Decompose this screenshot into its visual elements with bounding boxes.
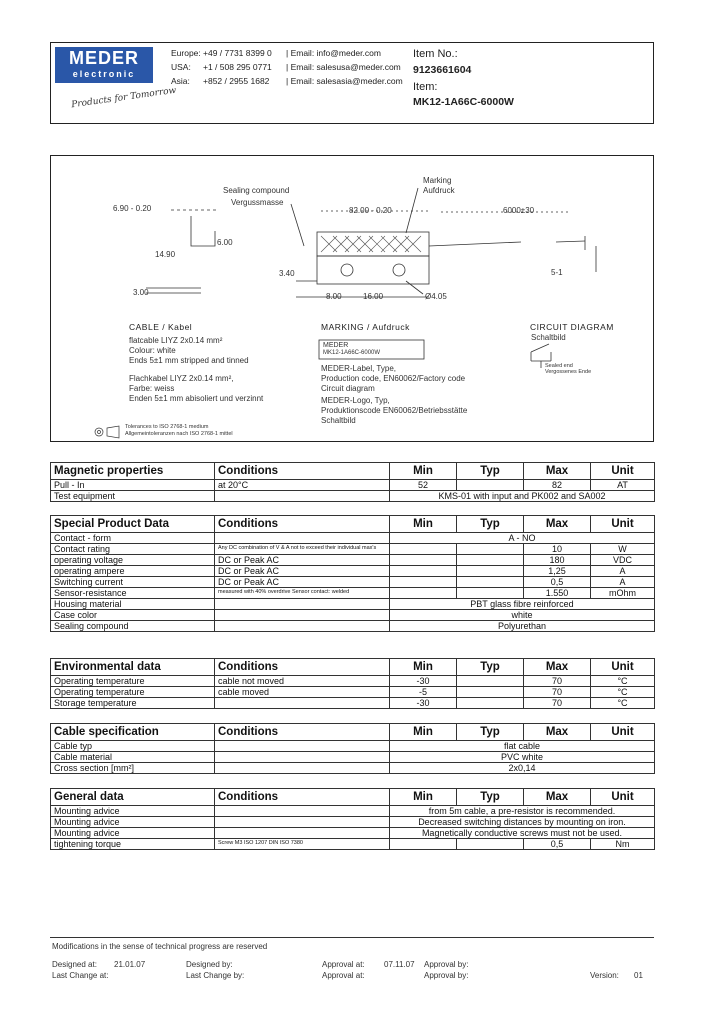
- row-min: [390, 588, 457, 599]
- row-name: Pull - In: [51, 480, 215, 491]
- row-conditions: cable moved: [215, 687, 390, 698]
- row-typ: [457, 544, 524, 555]
- header-conditions: Conditions: [215, 724, 390, 741]
- cable-line: flatcable LIYZ 2x0.14 mm²: [129, 336, 223, 345]
- table-row: [51, 676, 655, 687]
- header-min: Min: [390, 463, 457, 480]
- approval-by2-label: Approval by:: [424, 971, 469, 980]
- footer-divider: [50, 937, 654, 938]
- contact-email[interactable]: | Email: info@meder.com: [286, 48, 381, 58]
- row-conditions: [215, 763, 390, 774]
- row-unit: AT: [591, 480, 655, 491]
- row-min: -5: [390, 687, 457, 698]
- logo-line2: electronic: [72, 69, 136, 79]
- row-max: 70: [524, 687, 591, 698]
- row-conditions: [215, 752, 390, 763]
- contact-emails: [286, 46, 403, 88]
- header-max: Max: [524, 463, 591, 480]
- marking-box-line1: MEDER: [323, 342, 349, 349]
- row-unit: VDC: [591, 555, 655, 566]
- row-unit: A: [591, 577, 655, 588]
- row-value: 2x0,14: [390, 763, 655, 774]
- row-min: -30: [390, 698, 457, 709]
- row-conditions: [215, 599, 390, 610]
- header-min: Min: [390, 724, 457, 741]
- tolerance-note1: Tolerances to ISO 2768-1 medium: [125, 424, 209, 430]
- row-min: [390, 839, 457, 850]
- table-row: [51, 533, 655, 544]
- circuit-note2: Vergossenes Ende: [545, 369, 592, 375]
- header-conditions: Conditions: [215, 463, 390, 480]
- dim-6-90: 6.90 - 0.20: [113, 204, 152, 213]
- row-value: Polyurethan: [390, 621, 655, 632]
- header-max: Max: [524, 516, 591, 533]
- cable-title: CABLE / Kabel: [129, 322, 193, 332]
- row-unit: A: [591, 566, 655, 577]
- row-max: 70: [524, 698, 591, 709]
- row-max: 180: [524, 555, 591, 566]
- table-row: [51, 588, 655, 599]
- row-name: Operating temperature: [51, 687, 215, 698]
- contact-phones: [203, 46, 272, 88]
- contact-region: Europe:: [171, 48, 201, 58]
- row-conditions: [215, 491, 390, 502]
- row-name: Cable typ: [51, 741, 215, 752]
- table-row: [51, 577, 655, 588]
- table-row: [51, 806, 655, 817]
- row-name: Storage temperature: [51, 698, 215, 709]
- designed-at-value: 21.01.07: [114, 960, 146, 969]
- row-min: [390, 577, 457, 588]
- row-unit: °C: [591, 698, 655, 709]
- table-row: [51, 687, 655, 698]
- header-min: Min: [390, 516, 457, 533]
- row-unit: °C: [591, 687, 655, 698]
- meder-logo: [55, 47, 153, 83]
- row-unit: W: [591, 544, 655, 555]
- row-conditions: DC or Peak AC: [215, 577, 390, 588]
- header-typ: Typ: [457, 659, 524, 676]
- table-title: Environmental data: [51, 659, 215, 676]
- dim-82-00: 82.00 - 0.20: [349, 206, 392, 215]
- spec-table: [50, 462, 655, 502]
- row-name: Sealing compound: [51, 621, 215, 632]
- dim-3-40: 3.40: [279, 269, 295, 278]
- spec-table: [50, 723, 655, 774]
- contact-region: Asia:: [171, 76, 190, 86]
- kabel-line: Farbe: weiss: [129, 384, 175, 393]
- contact-email[interactable]: | Email: salesusa@meder.com: [286, 62, 401, 72]
- row-typ: [457, 480, 524, 491]
- document-header: [50, 42, 654, 124]
- row-conditions: measured with 40% overdrive Sensor contact: welded: [215, 588, 390, 599]
- marking-label-de: Aufdruck: [423, 186, 455, 195]
- row-value: flat cable: [390, 741, 655, 752]
- row-max: 1.550: [524, 588, 591, 599]
- contact-region: USA:: [171, 62, 191, 72]
- row-max: 10: [524, 544, 591, 555]
- modification-note: Modifications in the sense of technical progress are reserved: [52, 942, 268, 951]
- table-title: Special Product Data: [51, 516, 215, 533]
- row-typ: [457, 687, 524, 698]
- contact-phone: +852 / 2955 1682: [203, 76, 270, 86]
- row-conditions: Screw M3 ISO 1207 DIN ISO 7380: [215, 839, 390, 850]
- spec-table: [50, 658, 655, 709]
- row-name: Cable material: [51, 752, 215, 763]
- row-name: Housing material: [51, 599, 215, 610]
- item-label: Item:: [413, 81, 438, 93]
- header-unit: Unit: [591, 659, 655, 676]
- last-change-at-label: Last Change at:: [52, 971, 109, 980]
- header-max: Max: [524, 724, 591, 741]
- marking-line: MEDER-Label, Type,: [321, 364, 396, 373]
- row-max: 82: [524, 480, 591, 491]
- row-name: Case color: [51, 610, 215, 621]
- version-label: Version:: [590, 971, 619, 980]
- header-conditions: Conditions: [215, 659, 390, 676]
- table-title: Magnetic properties: [51, 463, 215, 480]
- contact-regions: [171, 46, 201, 88]
- row-min: -30: [390, 676, 457, 687]
- cable-line: Ends 5±1 mm stripped and tinned: [129, 356, 249, 365]
- sealing-label-de: Vergussmasse: [231, 198, 284, 207]
- row-name: Cross section [mm²]: [51, 763, 215, 774]
- dim-diameter-4-05: Ø4.05: [425, 292, 447, 301]
- row-name: Sensor-resistance: [51, 588, 215, 599]
- row-min: [390, 555, 457, 566]
- header-unit: Unit: [591, 463, 655, 480]
- kabel-info: [129, 374, 263, 404]
- tolerance-note2: Allgemeintoleranzen nach ISO 2768-1 mittel: [125, 431, 233, 437]
- table-row: [51, 491, 655, 502]
- row-typ: [457, 555, 524, 566]
- header-conditions: Conditions: [215, 789, 390, 806]
- last-change-by-label: Last Change by:: [186, 971, 245, 980]
- row-min: [390, 544, 457, 555]
- dim-3-00: 3.00: [133, 288, 149, 297]
- row-typ: [457, 676, 524, 687]
- row-name: operating ampere: [51, 566, 215, 577]
- row-typ: [457, 588, 524, 599]
- designed-at-label: Designed at:: [52, 960, 97, 969]
- item-no-value: 9123661604: [413, 64, 472, 76]
- item-value: MK12-1A66C-6000W: [413, 96, 514, 108]
- header-min: Min: [390, 789, 457, 806]
- row-typ: [457, 566, 524, 577]
- row-conditions: DC or Peak AC: [215, 566, 390, 577]
- table-row: [51, 610, 655, 621]
- designed-by-label: Designed by:: [186, 960, 233, 969]
- row-conditions: DC or Peak AC: [215, 555, 390, 566]
- cable-info: [129, 336, 249, 366]
- table-title: General data: [51, 789, 215, 806]
- row-name: Contact - form: [51, 533, 215, 544]
- row-name: Mounting advice: [51, 828, 215, 839]
- table-row: [51, 599, 655, 610]
- row-max: 0,5: [524, 577, 591, 588]
- row-value: from 5m cable, a pre-resistor is recommended.: [390, 806, 655, 817]
- header-min: Min: [390, 659, 457, 676]
- header-typ: Typ: [457, 789, 524, 806]
- row-unit: Nm: [591, 839, 655, 850]
- circuit-title: CIRCUIT DIAGRAM: [530, 322, 614, 332]
- row-min: 52: [390, 480, 457, 491]
- approval-by-label: Approval by:: [424, 960, 469, 969]
- approval-at-value: 07.11.07: [384, 960, 415, 969]
- contact-phone: +1 / 508 295 0771: [203, 62, 272, 72]
- table-title: Cable specification: [51, 724, 215, 741]
- table-row: [51, 763, 655, 774]
- row-value: Magnetically conductive screws must not be used.: [390, 828, 655, 839]
- marking-line: Circuit diagram: [321, 384, 375, 393]
- row-min: [390, 566, 457, 577]
- marking-line-de: Schaltbild: [321, 416, 356, 425]
- row-name: Test equipment: [51, 491, 215, 502]
- row-conditions: cable not moved: [215, 676, 390, 687]
- row-conditions: [215, 806, 390, 817]
- spec-table: [50, 515, 655, 632]
- row-conditions: [215, 817, 390, 828]
- item-no-label: Item No.:: [413, 48, 458, 60]
- row-name: Switching current: [51, 577, 215, 588]
- row-typ: [457, 839, 524, 850]
- header-unit: Unit: [591, 724, 655, 741]
- cable-line: Colour: white: [129, 346, 176, 355]
- row-name: tightening torque: [51, 839, 215, 850]
- dim-14-90: 14.90: [155, 250, 176, 259]
- dim-16-00: 16.00: [363, 292, 384, 301]
- header-max: Max: [524, 789, 591, 806]
- table-row: [51, 828, 655, 839]
- row-max: 70: [524, 676, 591, 687]
- kabel-line: Enden 5±1 mm abisoliert und verzinnt: [129, 394, 264, 403]
- row-conditions: [215, 533, 390, 544]
- table-row: [51, 544, 655, 555]
- marking-box-line2: MK12-1A66C-6000W: [323, 350, 381, 356]
- row-conditions: [215, 698, 390, 709]
- table-row: [51, 480, 655, 491]
- table-row: [51, 555, 655, 566]
- row-value: PVC white: [390, 752, 655, 763]
- marking-info: [321, 364, 465, 394]
- marking-label: Marking: [423, 176, 452, 185]
- table-row: [51, 752, 655, 763]
- table-row: [51, 817, 655, 828]
- header-typ: Typ: [457, 463, 524, 480]
- marking-line-de: MEDER-Logo, Typ,: [321, 396, 390, 405]
- row-max: 0,5: [524, 839, 591, 850]
- row-name: Mounting advice: [51, 806, 215, 817]
- row-typ: [457, 698, 524, 709]
- row-name: operating voltage: [51, 555, 215, 566]
- kabel-line: Flachkabel LIYZ 2x0.14 mm²,: [129, 374, 234, 383]
- row-conditions: [215, 828, 390, 839]
- version-value: 01: [634, 971, 643, 980]
- dim-8-00: 8.00: [326, 292, 342, 301]
- row-value: PBT glass fibre reinforced: [390, 599, 655, 610]
- dim-6000: 6000±30: [503, 206, 535, 215]
- table-row: [51, 741, 655, 752]
- technical-drawing: [50, 155, 654, 442]
- row-conditions: [215, 610, 390, 621]
- table-row: [51, 621, 655, 632]
- row-value: Decreased switching distances by mounting on iron.: [390, 817, 655, 828]
- row-value: white: [390, 610, 655, 621]
- row-typ: [457, 577, 524, 588]
- header-typ: Typ: [457, 516, 524, 533]
- spec-table: [50, 788, 655, 850]
- row-max: 1,25: [524, 566, 591, 577]
- circuit-subtitle: Schaltbild: [531, 333, 566, 342]
- contact-phone: +49 / 7731 8399 0: [203, 48, 272, 58]
- contact-email[interactable]: | Email: salesasia@meder.com: [286, 76, 403, 86]
- approval-at2-label: Approval at:: [322, 971, 365, 980]
- header-unit: Unit: [591, 516, 655, 533]
- slogan: Products for Tomorrow: [70, 85, 177, 111]
- dim-5-1: 5-1: [551, 268, 563, 277]
- dim-6-00: 6.00: [217, 238, 233, 247]
- table-row: [51, 566, 655, 577]
- marking-line-de: Produktionscode EN60062/Betriebsstätte: [321, 406, 468, 415]
- logo-line1: MEDER: [68, 48, 139, 68]
- row-name: Operating temperature: [51, 676, 215, 687]
- marking-line: Production code, EN60062/Factory code: [321, 374, 466, 383]
- row-conditions: [215, 621, 390, 632]
- approval-at-label: Approval at:: [322, 960, 365, 969]
- row-value: KMS-01 with input and PK002 and SA002: [390, 491, 655, 502]
- sealing-label: Sealing compound: [223, 186, 290, 195]
- row-name: Mounting advice: [51, 817, 215, 828]
- row-unit: mOhm: [591, 588, 655, 599]
- row-unit: °C: [591, 676, 655, 687]
- row-conditions: [215, 741, 390, 752]
- table-row: [51, 839, 655, 850]
- header-typ: Typ: [457, 724, 524, 741]
- marking-info-de: [321, 396, 467, 426]
- table-row: [51, 698, 655, 709]
- row-conditions: at 20°C: [215, 480, 390, 491]
- marking-title: MARKING / Aufdruck: [321, 322, 410, 332]
- header-conditions: Conditions: [215, 516, 390, 533]
- header-unit: Unit: [591, 789, 655, 806]
- circuit-note1: Sealed end: [545, 363, 573, 369]
- row-value: A - NO: [390, 533, 655, 544]
- header-max: Max: [524, 659, 591, 676]
- row-conditions: Any DC combination of V & A not to exceed their individual max's: [215, 544, 390, 555]
- row-name: Contact rating: [51, 544, 215, 555]
